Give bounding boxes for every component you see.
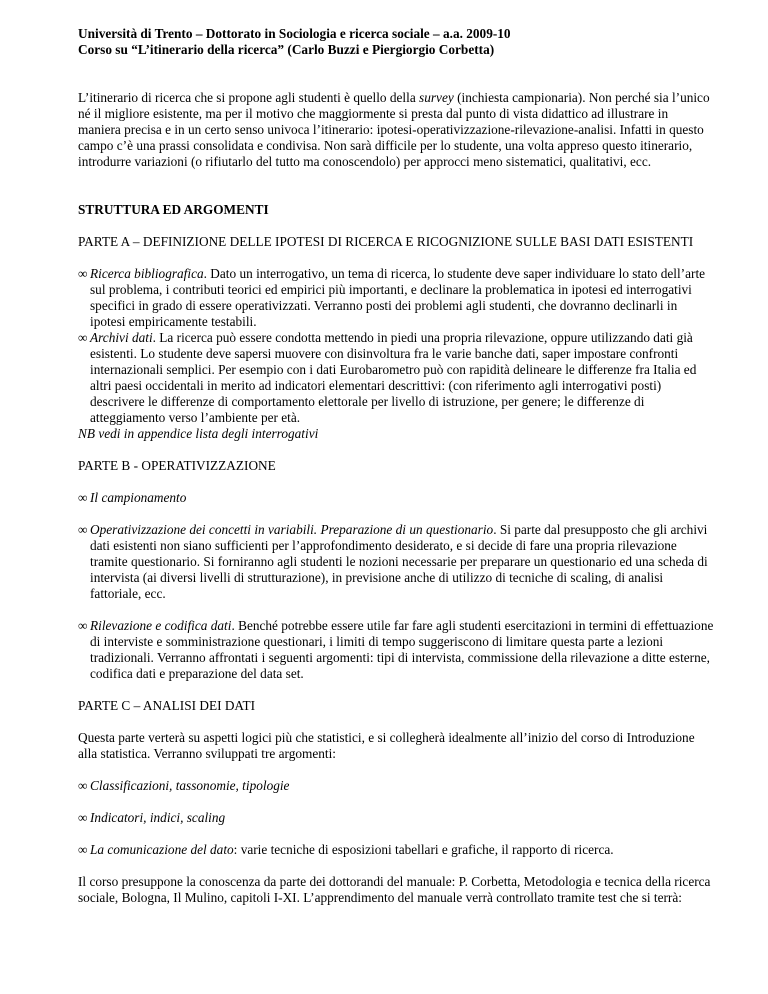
part-a-item-bibliografica bbox=[78, 266, 714, 330]
item-text: . Si parte dal presupposto che gli archivi dati esistenti non siano sufficienti per l’approfondimento desiderato, e si decide di fare una propria rilevazione tramite questionario. Si forniranno agli studenti le nozioni necessarie per preparare un questionario ed una scheda di intervista (ai diversi livelli di strutturazione), in previsione anche di utilizzo di tecniche di scaling, di analisi fattoriale, ecc. bbox=[90, 522, 708, 601]
item-title: Il campionamento bbox=[90, 490, 187, 505]
item-title: Archivi dati bbox=[90, 330, 153, 345]
intro-paragraph bbox=[78, 90, 714, 170]
closing-paragraph: Il corso presuppone la conoscenza da parte dei dottorandi del manuale: P. Corbetta, Metodologia e tecnica della ricerca sociale, Bologna, Il Mulino, capitoli I-XI. L’apprendimento del manuale verrà controllato tramite test che si terrà: bbox=[78, 874, 711, 905]
infinity-bullet-icon: ∞ bbox=[78, 810, 88, 825]
item-title: La comunicazione del dato bbox=[90, 842, 234, 857]
item-title: Classificazioni, tassonomie, tipologie bbox=[90, 778, 290, 793]
item-title: Rilevazione e codifica dati bbox=[90, 618, 232, 633]
part-a-title: PARTE A – DEFINIZIONE DELLE IPOTESI DI RICERCA E RICOGNIZIONE SULLE BASI DATI ESISTENTI bbox=[78, 234, 694, 249]
intro-survey-term: survey bbox=[419, 90, 454, 105]
part-c-intro: Questa parte verterà su aspetti logici più che statistici, e si collegherà idealmente all’inizio del corso di Introduzione alla statistica. Verranno sviluppati tre argomenti: bbox=[78, 730, 695, 761]
infinity-bullet-icon: ∞ bbox=[78, 778, 88, 793]
part-b-item-campionamento bbox=[78, 490, 714, 506]
item-text: . Dato un interrogativo, un tema di ricerca, lo studente deve saper individuare lo stato dell’arte sul problema, i contributi teorici ed empirici più importanti, e declinare la problematica in ipotesi ed interrogativi specifici in grado di essere operativizzati. Verranno posti dei problemi agli studenti, che dovranno declinarli in ipotesi empiricamente testabili. bbox=[90, 266, 706, 329]
infinity-bullet-icon: ∞ bbox=[78, 842, 88, 857]
part-b-item-operativizzazione bbox=[78, 522, 714, 602]
infinity-bullet-icon: ∞ bbox=[78, 330, 88, 345]
item-title: Operativizzazione dei concetti in variabili. Preparazione di un questionario bbox=[90, 522, 494, 537]
item-text: . La ricerca può essere condotta mettendo in piedi una propria rilevazione, oppure utilizzando dati già esistenti. Lo studente deve sapersi muovere con disinvoltura fra le varie banche dati, saper impostare confronti internazionali semplici. Per esempio con i dati Eurobarometro può con rapidità delineare le differenze fra Italia ed altri paesi occidentali in merito ad indicatori elementari descrittivi: (con riferimento agli interrogativi posti) descrivere le differenze di comportamento elettorale per livello di istruzione, per genere; le differenze di atteggiamento verso l’ambiente per età. bbox=[90, 330, 697, 425]
part-c-item-classificazioni bbox=[78, 778, 714, 794]
part-a-item-archivi bbox=[78, 330, 714, 426]
note-text: NB vedi in appendice lista degli interrogativi bbox=[78, 426, 319, 441]
part-c-item-indicatori bbox=[78, 810, 714, 826]
infinity-bullet-icon: ∞ bbox=[78, 618, 88, 633]
part-b-title: PARTE B - OPERATIVIZZAZIONE bbox=[78, 458, 276, 473]
item-title: Ricerca bibliografica bbox=[90, 266, 204, 281]
header-line-2: Corso su “L’itinerario della ricerca” (Carlo Buzzi e Piergiorgio Corbetta) bbox=[78, 42, 495, 57]
part-a-note bbox=[78, 426, 714, 442]
intro-text-end: (inchiesta campionaria). Non perché sia l’unico né il migliore esistente, ma per il motivo che maggiormente si presta dal punto di vista didattico ad illustrare in maniera precisa e in un certo senso univoca l’itinerario: ipotesi-operativizzazione-rilevazione-analisi. Infatti in questo campo c’è una prassi consolidata e condivisa. Non sarà difficile per lo studente, una volta appreso questo itinerario, introdurre variazioni (o rifiutarlo del tutto ma conoscendolo) per approcci meno sistematici, qualitativi, ecc. bbox=[78, 90, 710, 169]
section-title: STRUTTURA ED ARGOMENTI bbox=[78, 202, 269, 217]
part-b-item-rilevazione bbox=[78, 618, 714, 682]
infinity-bullet-icon: ∞ bbox=[78, 522, 88, 537]
infinity-bullet-icon: ∞ bbox=[78, 266, 88, 281]
part-c-item-comunicazione bbox=[78, 842, 714, 858]
document-page bbox=[78, 26, 714, 906]
intro-text-start: L’itinerario di ricerca che si propone agli studenti è quello della bbox=[78, 90, 420, 105]
part-c-title: PARTE C – ANALISI DEI DATI bbox=[78, 698, 256, 713]
item-text: : varie tecniche di esposizioni tabellari e grafiche, il rapporto di ricerca. bbox=[233, 842, 614, 857]
header-line-1: Università di Trento – Dottorato in Sociologia e ricerca sociale – a.a. 2009-10 bbox=[78, 26, 511, 41]
infinity-bullet-icon: ∞ bbox=[78, 490, 88, 505]
item-text: . Benché potrebbe essere utile far fare agli studenti esercitazioni in termini di effettuazione di interviste e somministrazione questionari, i limiti di tempo suggeriscono di limitare questa parte a lezioni tradizionali. Verranno affrontati i seguenti argomenti: tipi di intervista, commissione della rilevazione a ditte esterne, codifica dati e preparazione del data set. bbox=[90, 618, 714, 681]
item-title: Indicatori, indici, scaling bbox=[90, 810, 226, 825]
